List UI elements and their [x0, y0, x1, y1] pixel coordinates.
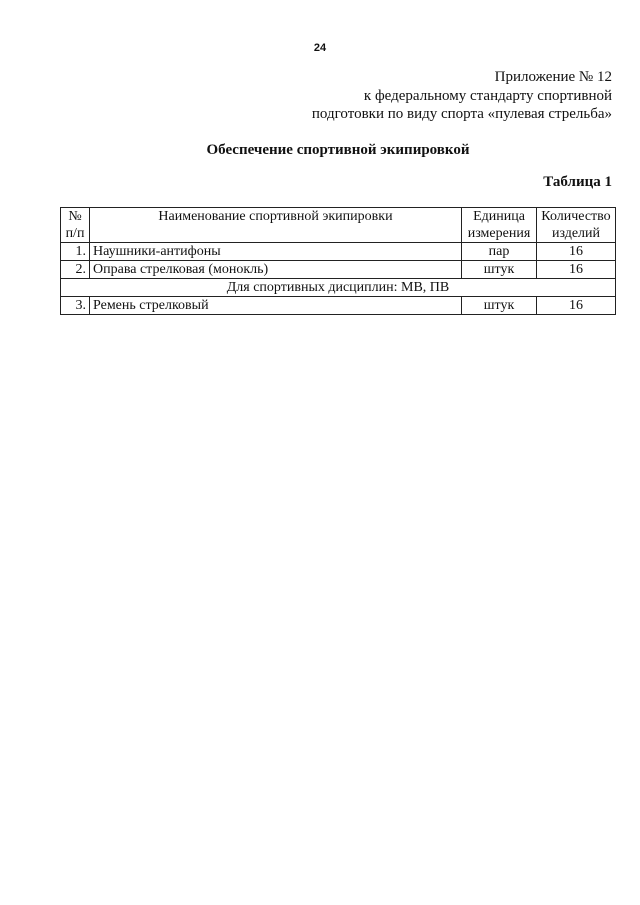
row-name: Наушники-антифоны	[90, 243, 462, 261]
header-name: Наименование спортивной экипировки	[90, 208, 462, 243]
header-qty-line-2: изделий	[551, 226, 601, 241]
row-unit: штук	[462, 261, 537, 279]
table-row	[61, 261, 616, 279]
document-title: Обеспечение спортивной экипировкой	[206, 142, 470, 158]
header-unit-line-2: измерения	[467, 226, 531, 241]
header-unit-line-1: Единица	[473, 209, 525, 224]
header-qty-line-1: Количество	[541, 209, 611, 224]
table-header-row	[61, 208, 616, 243]
appendix-line-2: к федеральному стандарту спортивной	[363, 87, 612, 104]
row-name: Ремень стрелковый	[90, 297, 462, 315]
header-qty	[537, 208, 616, 243]
appendix-header	[312, 68, 612, 124]
row-qty: 16	[537, 297, 616, 315]
table-label: Таблица 1	[543, 174, 612, 190]
row-qty: 16	[537, 261, 616, 279]
row-num: 2.	[61, 261, 90, 279]
appendix-line-3: подготовки по виду спорта «пулевая стрельба»	[311, 106, 612, 122]
table-row	[61, 297, 616, 315]
table-section-row	[61, 279, 616, 297]
header-num-line-2: п/п	[65, 226, 85, 241]
equipment-table	[60, 207, 616, 315]
row-qty: 16	[537, 243, 616, 261]
appendix-line-1: Приложение № 12	[494, 69, 612, 85]
header-num	[61, 208, 90, 243]
table-row	[61, 243, 616, 261]
section-label: Для спортивных дисциплин: МВ, ПВ	[61, 279, 616, 297]
row-num: 1.	[61, 243, 90, 261]
page-number: 24	[313, 42, 327, 54]
header-num-line-1: №	[68, 209, 82, 224]
row-num: 3.	[61, 297, 90, 315]
header-unit	[462, 208, 537, 243]
row-unit: пар	[462, 243, 537, 261]
row-name: Оправа стрелковая (монокль)	[90, 261, 462, 279]
row-unit: штук	[462, 297, 537, 315]
